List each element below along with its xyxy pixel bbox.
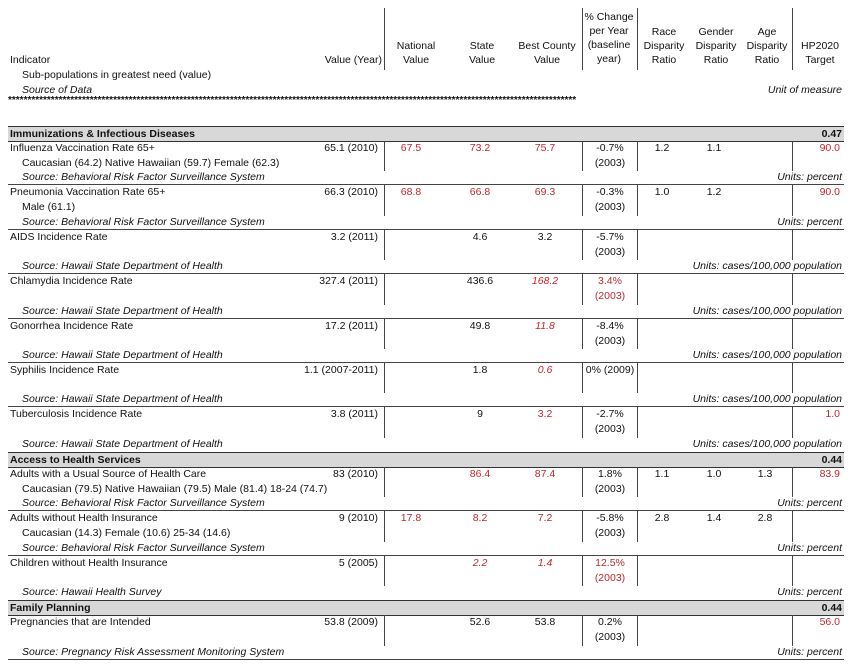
indicator-name: AIDS Incidence Rate (10, 231, 108, 243)
cell-best: 7.2 (537, 512, 553, 524)
data-source: Source: Behavioral Risk Factor Surveillance System (22, 542, 265, 554)
cell-baseline: (2003) (594, 572, 626, 584)
data-source: Source: Hawaii State Department of Health (22, 349, 223, 361)
indicator-name: Gonorrhea Incidence Rate (10, 320, 134, 332)
row-divider (8, 184, 844, 185)
cell-value: 66.3 (2010) (324, 186, 378, 198)
cell-baseline: (2003) (594, 246, 626, 258)
column-divider (792, 274, 793, 305)
cell-target: 56.0 (819, 616, 840, 628)
indicator-name: Pneumonia Vaccination Rate 65+ (10, 186, 166, 198)
cell-state: 4.6 (472, 231, 488, 243)
cell-state: 49.8 (469, 320, 491, 332)
cell-gender: 1.4 (706, 512, 722, 524)
data-source: Source: Behavioral Risk Factor Surveillance System (22, 216, 265, 228)
cell-value: 3.8 (2011) (330, 408, 378, 420)
cell-state: 1.8 (472, 364, 488, 376)
unit-of-measure: Units: cases/100,000 population (692, 349, 842, 361)
cell-state: 9 (477, 408, 483, 420)
data-source: Source: Hawaii State Department of Health (22, 438, 223, 450)
indicator-name: Adults without Health Insurance (10, 512, 158, 524)
column-divider (384, 274, 385, 305)
column-divider (792, 363, 793, 393)
cell-target: 1.0 (825, 408, 840, 420)
cell-change: -0.7% (596, 142, 624, 154)
cell-state: 2.2 (472, 557, 488, 569)
cell-value: 9 (2010) (338, 512, 378, 524)
subpopulation: Male (61.1) (22, 201, 76, 213)
unit-of-measure: Units: cases/100,000 population (692, 260, 842, 272)
unit-of-measure: Units: cases/100,000 population (692, 438, 842, 450)
cell-value: 53.8 (2009) (324, 616, 378, 628)
indicator-name: Adults with a Usual Source of Health Care (10, 468, 207, 480)
cell-race: 1.2 (654, 142, 670, 154)
cell-value: 65.1 (2010) (324, 142, 378, 154)
section-title: Family Planning (10, 602, 91, 614)
data-source: Source: Hawaii State Department of Health (22, 305, 223, 317)
cell-target: 90.0 (819, 142, 840, 154)
cell-baseline: (2003) (594, 290, 626, 302)
column-divider (384, 556, 385, 586)
row-divider (8, 273, 844, 274)
header-unit: Unit of measure (767, 84, 842, 96)
row-divider (8, 510, 844, 511)
cell-state: 52.6 (469, 616, 491, 628)
unit-of-measure: Units: percent (777, 497, 842, 509)
cell-gender: 1.0 (706, 468, 722, 480)
cell-baseline: (2003) (594, 157, 626, 169)
cell-target: 90.0 (819, 186, 840, 198)
cell-baseline: (2003) (594, 483, 626, 495)
cell-change: -5.7% (596, 231, 624, 243)
cell-best: 1.4 (537, 557, 553, 569)
row-divider (8, 659, 844, 660)
cell-gender: 1.1 (706, 142, 722, 154)
cell-target: 83.9 (819, 468, 840, 480)
cell-best: 87.4 (534, 468, 556, 480)
section-score: 0.44 (821, 454, 842, 466)
cell-national: 67.5 (400, 142, 422, 154)
column-divider (384, 467, 385, 497)
data-source: Source: Hawaii Health Survey (22, 586, 162, 598)
subpopulation: Caucasian (14.3) Female (10.6) 25-34 (14.6) (22, 527, 231, 539)
cell-change: -5.8% (596, 512, 624, 524)
section-score: 0.47 (821, 128, 842, 140)
cell-best: 3.2 (537, 408, 553, 420)
header-indicator: Indicator (10, 54, 51, 66)
column-divider (792, 511, 793, 542)
section-header (8, 600, 844, 616)
cell-change: 3.4% (598, 275, 622, 287)
cell-baseline: (2003) (594, 631, 626, 643)
cell-best: 3.2 (537, 231, 553, 243)
unit-of-measure: Units: percent (777, 171, 842, 183)
header-best-county: Best County Value (518, 40, 576, 66)
cell-race: 2.8 (654, 512, 670, 524)
indicator-name: Children without Health Insurance (10, 557, 168, 569)
indicator-name: Tuberculosis Incidence Rate (10, 408, 143, 420)
cell-best: 53.8 (534, 616, 556, 628)
header-gender: Gender Disparity Ratio (695, 26, 737, 66)
header-source: Source of Data (22, 84, 93, 96)
cell-state: 8.2 (472, 512, 488, 524)
indicator-name: Influenza Vaccination Rate 65+ (10, 142, 155, 154)
cell-value: 1.1 (2007-2011) (304, 364, 378, 376)
header-hp2020: HP2020 Target (801, 40, 839, 66)
header-age: Age Disparity Ratio (746, 26, 788, 66)
cell-baseline: (2003) (594, 201, 626, 213)
header-separator: ************************************************************************************************************************************************** (8, 96, 577, 106)
cell-change: 12.5% (595, 557, 625, 569)
data-source: Source: Pregnancy Risk Assessment Monitoring System (22, 646, 285, 658)
cell-best: 75.7 (534, 142, 556, 154)
cell-state: 73.2 (469, 142, 491, 154)
unit-of-measure: Units: percent (777, 586, 842, 598)
subpopulation: Caucasian (79.5) Native Hawaiian (79.5) Male (81.4) 18-24 (74.7) (22, 483, 328, 495)
column-divider (384, 615, 385, 646)
header-state: State Value (468, 40, 496, 66)
cell-race: 1.1 (654, 468, 670, 480)
cell-baseline: (2003) (594, 423, 626, 435)
row-divider (8, 406, 844, 407)
cell-state: 86.4 (469, 468, 491, 480)
cell-age: 1.3 (757, 468, 773, 480)
cell-best: 168.2 (531, 275, 559, 287)
indicator-name: Chlamydia Incidence Rate (10, 275, 133, 287)
subpopulation: Caucasian (64.2) Native Hawaiian (59.7) Female (62.3) (22, 157, 280, 169)
unit-of-measure: Units: percent (777, 646, 842, 658)
cell-state: 436.6 (466, 275, 494, 287)
cell-national: 17.8 (400, 512, 422, 524)
column-divider (384, 319, 385, 349)
header-national: National Value (396, 40, 436, 66)
cell-change: -0.3% (596, 186, 624, 198)
cell-gender: 1.2 (706, 186, 722, 198)
cell-best: 69.3 (534, 186, 556, 198)
column-divider (384, 230, 385, 260)
header-divider (792, 8, 793, 70)
cell-value: 3.2 (2011) (330, 231, 378, 243)
section-header (8, 452, 844, 468)
cell-best: 11.8 (535, 320, 555, 332)
cell-baseline: (2003) (594, 527, 626, 539)
cell-change: 1.8% (598, 468, 622, 480)
section-header (8, 126, 844, 142)
header-divider (384, 8, 385, 70)
row-divider (8, 229, 844, 230)
header-value-year: Value (Year) (324, 54, 382, 66)
cell-value: 327.4 (2011) (319, 275, 378, 287)
cell-change: -8.4% (596, 320, 624, 332)
section-score: 0.44 (821, 602, 842, 614)
section-title: Access to Health Services (10, 454, 141, 466)
header-divider (582, 8, 583, 70)
cell-state: 66.8 (469, 186, 491, 198)
unit-of-measure: Units: cases/100,000 population (692, 305, 842, 317)
data-source: Source: Behavioral Risk Factor Surveillance System (22, 497, 265, 509)
data-source: Source: Hawaii State Department of Health (22, 260, 223, 272)
cell-age: 2.8 (757, 512, 773, 524)
cell-change: 0.2% (598, 616, 622, 628)
column-divider (792, 556, 793, 586)
cell-best: 0.6 (537, 364, 553, 376)
header-divider (637, 8, 638, 70)
header-subpop: Sub-populations in greatest need (value) (22, 69, 212, 81)
indicator-name: Syphilis Incidence Rate (10, 364, 120, 376)
column-divider (384, 363, 385, 393)
section-title: Immunizations & Infectious Diseases (10, 128, 195, 140)
unit-of-measure: Units: percent (777, 542, 842, 554)
header-pct-change: % Change per Year (baseline year) (584, 11, 634, 65)
column-divider (792, 230, 793, 260)
cell-national: 68.8 (400, 186, 422, 198)
column-divider (792, 319, 793, 349)
row-divider (8, 318, 844, 319)
cell-race: 1.0 (654, 186, 670, 198)
cell-value: 83 (2010) (333, 468, 378, 480)
indicator-name: Pregnancies that are Intended (10, 616, 151, 628)
row-divider (8, 362, 844, 363)
cell-value: 5 (2005) (338, 557, 378, 569)
unit-of-measure: Units: percent (777, 216, 842, 228)
cell-change: -2.7% (596, 408, 624, 420)
unit-of-measure: Units: cases/100,000 population (692, 393, 842, 405)
column-divider (384, 407, 385, 438)
header-race: Race Disparity Ratio (643, 26, 685, 66)
cell-change: 0% (2009) (585, 364, 635, 376)
cell-value: 17.2 (2011) (325, 320, 378, 332)
data-source: Source: Hawaii State Department of Health (22, 393, 223, 405)
cell-baseline: (2003) (594, 335, 626, 347)
row-divider (8, 555, 844, 556)
data-source: Source: Behavioral Risk Factor Surveillance System (22, 171, 265, 183)
